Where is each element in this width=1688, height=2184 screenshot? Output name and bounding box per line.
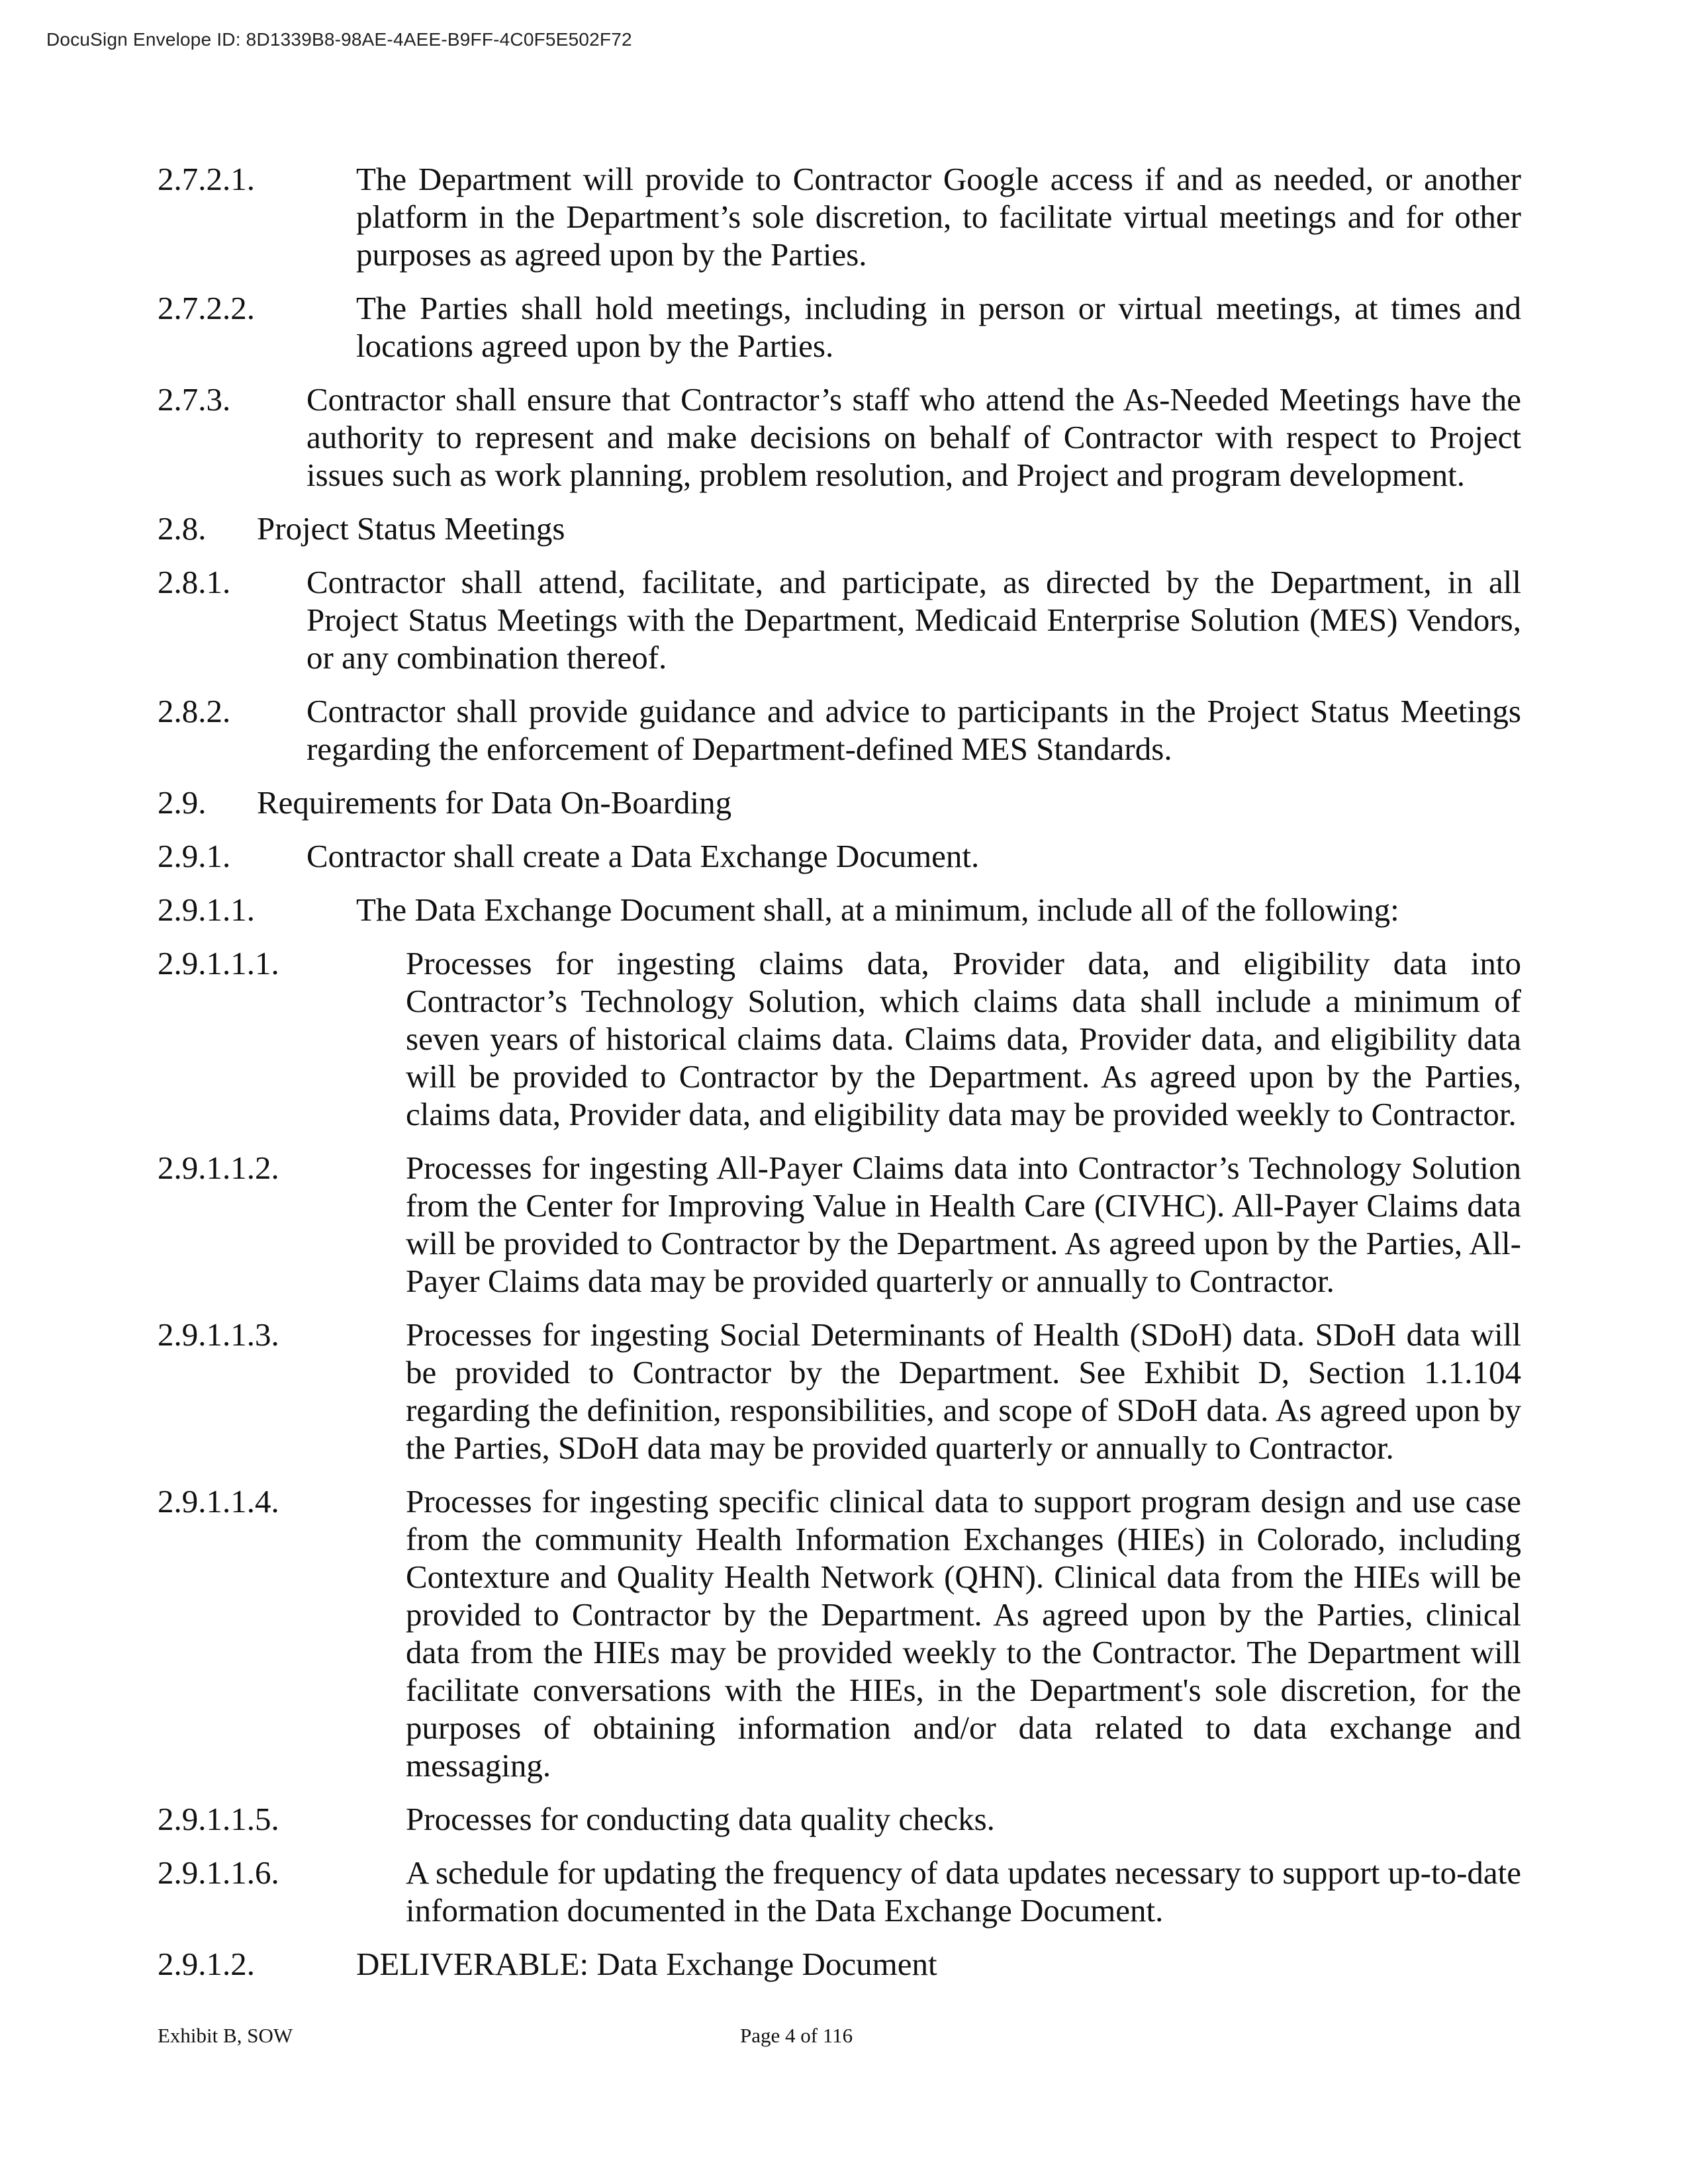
clause-number: 2.9.1. [158, 838, 231, 874]
clause-number: 2.7.3. [158, 381, 231, 418]
clause-number: 2.7.2.1. [158, 161, 255, 197]
clause-2-9-1-2 [158, 1945, 1521, 1983]
footer-page-number: Page 4 of 116 [740, 2024, 853, 2047]
clause-number: 2.9.1.1.3. [158, 1316, 279, 1353]
section-number: 2.8. [158, 510, 207, 547]
clause-number: 2.9.1.1.4. [158, 1483, 279, 1520]
clause-number: 2.9.1.1.1. [158, 945, 279, 981]
section-number: 2.9. [158, 784, 207, 821]
clause-text: Contractor shall ensure that Contractor’s staff who attend the As-Needed Meetings have the authority to represent and make decisions on behalf of Contractor with respect to Project issues such as work planning, problem resolution, and Project and program development. [306, 381, 1521, 493]
section-heading-2-8 [158, 510, 1521, 547]
clause-2-9-1-1-6 [158, 1854, 1521, 1929]
clause-2-8-2 [158, 692, 1521, 768]
section-heading-2-9 [158, 784, 1521, 821]
clause-text: A schedule for updating the frequency of data updates necessary to support up-to-date information documented in the Data Exchange Document. [406, 1854, 1521, 1929]
clause-number: 2.8.2. [158, 693, 231, 729]
clause-2-9-1 [158, 837, 1521, 875]
clause-number: 2.9.1.1.6. [158, 1854, 279, 1891]
clause-number: 2.9.1.1.5. [158, 1801, 279, 1837]
docusign-envelope-id: DocuSign Envelope ID: 8D1339B8-98AE-4AEE-B9FF-4C0F5E502F72 [46, 29, 632, 50]
clause-2-9-1-1 [158, 891, 1521, 929]
clause-2-7-3 [158, 381, 1521, 494]
clause-2-9-1-1-4 [158, 1482, 1521, 1784]
clause-text: Processes for conducting data quality checks. [406, 1801, 995, 1837]
clause-text: The Parties shall hold meetings, including in person or virtual meetings, at times and locations agreed upon by the Parties. [356, 290, 1521, 364]
section-title: Project Status Meetings [257, 510, 565, 547]
clause-2-9-1-1-2 [158, 1149, 1521, 1300]
clause-text: Processes for ingesting Social Determinants of Health (SDoH) data. SDoH data will be provided to Contractor by the Department. See Exhibit D, Section 1.1.104 regarding the definition, responsibilities, and scope of SDoH data. As agreed upon by the Parties, SDoH data may be provided quarterly or annually to Contractor. [406, 1316, 1521, 1466]
clause-text: Processes for ingesting claims data, Provider data, and eligibility data into Contractor’s Technology Solution, which claims data shall include a minimum of seven years of historical claims data. Claims data, Provider data, and eligibility data will be provided to Contractor by the Department. As agreed upon by the Parties, claims data, Provider data, and eligibility data may be provided weekly to Contractor. [406, 945, 1521, 1132]
clause-text: The Data Exchange Document shall, at a minimum, include all of the following: [356, 891, 1399, 928]
clause-number: 2.9.1.1. [158, 891, 255, 928]
clause-number: 2.7.2.2. [158, 290, 255, 326]
clause-text: Contractor shall create a Data Exchange Document. [306, 838, 980, 874]
clause-2-9-1-1-1 [158, 944, 1521, 1133]
clause-text: Processes for ingesting All-Payer Claims data into Contractor’s Technology Solution from the Center for Improving Value in Health Care (CIVHC). All-Payer Claims data will be provided to Contractor by the Department. As agreed upon by the Parties, All-Payer Claims data may be provided quarterly or annually to Contractor. [406, 1150, 1521, 1299]
clause-2-7-2-2 [158, 289, 1521, 365]
section-title: Requirements for Data On-Boarding [257, 784, 732, 821]
document-body [158, 160, 1521, 1999]
clause-2-9-1-1-3 [158, 1316, 1521, 1467]
clause-text: Contractor shall provide guidance and advice to participants in the Project Status Meetings regarding the enforcement of Department-defined MES Standards. [306, 693, 1521, 767]
clause-number: 2.8.1. [158, 564, 231, 600]
clause-2-9-1-1-5 [158, 1800, 1521, 1838]
clause-number: 2.9.1.2. [158, 1946, 255, 1982]
footer-exhibit-label: Exhibit B, SOW [158, 2024, 293, 2047]
clause-2-7-2-1 [158, 160, 1521, 273]
clause-text: Processes for ingesting specific clinical data to support program design and use case from the community Health Information Exchanges (HIEs) in Colorado, including Contexture and Quality Health Network (QHN). Clinical data from the HIEs will be provided to Contractor by the Department. As agreed upon by the Parties, clinical data from the HIEs may be provided weekly to the Contractor. The Department will facilitate conversations with the HIEs, in the Department's sole discretion, for the purposes of obtaining information and/or data related to data exchange and messaging. [406, 1483, 1521, 1784]
clause-number: 2.9.1.1.2. [158, 1150, 279, 1186]
clause-text: DELIVERABLE: Data Exchange Document [356, 1946, 937, 1982]
clause-text: The Department will provide to Contractor Google access if and as needed, or another platform in the Department’s sole discretion, to facilitate virtual meetings and for other purposes as agreed upon by the Parties. [356, 161, 1521, 273]
clause-text: Contractor shall attend, facilitate, and participate, as directed by the Department, in all Project Status Meetings with the Department, Medicaid Enterprise Solution (MES) Vendors, or any combination thereof. [306, 564, 1521, 676]
clause-2-8-1 [158, 563, 1521, 676]
